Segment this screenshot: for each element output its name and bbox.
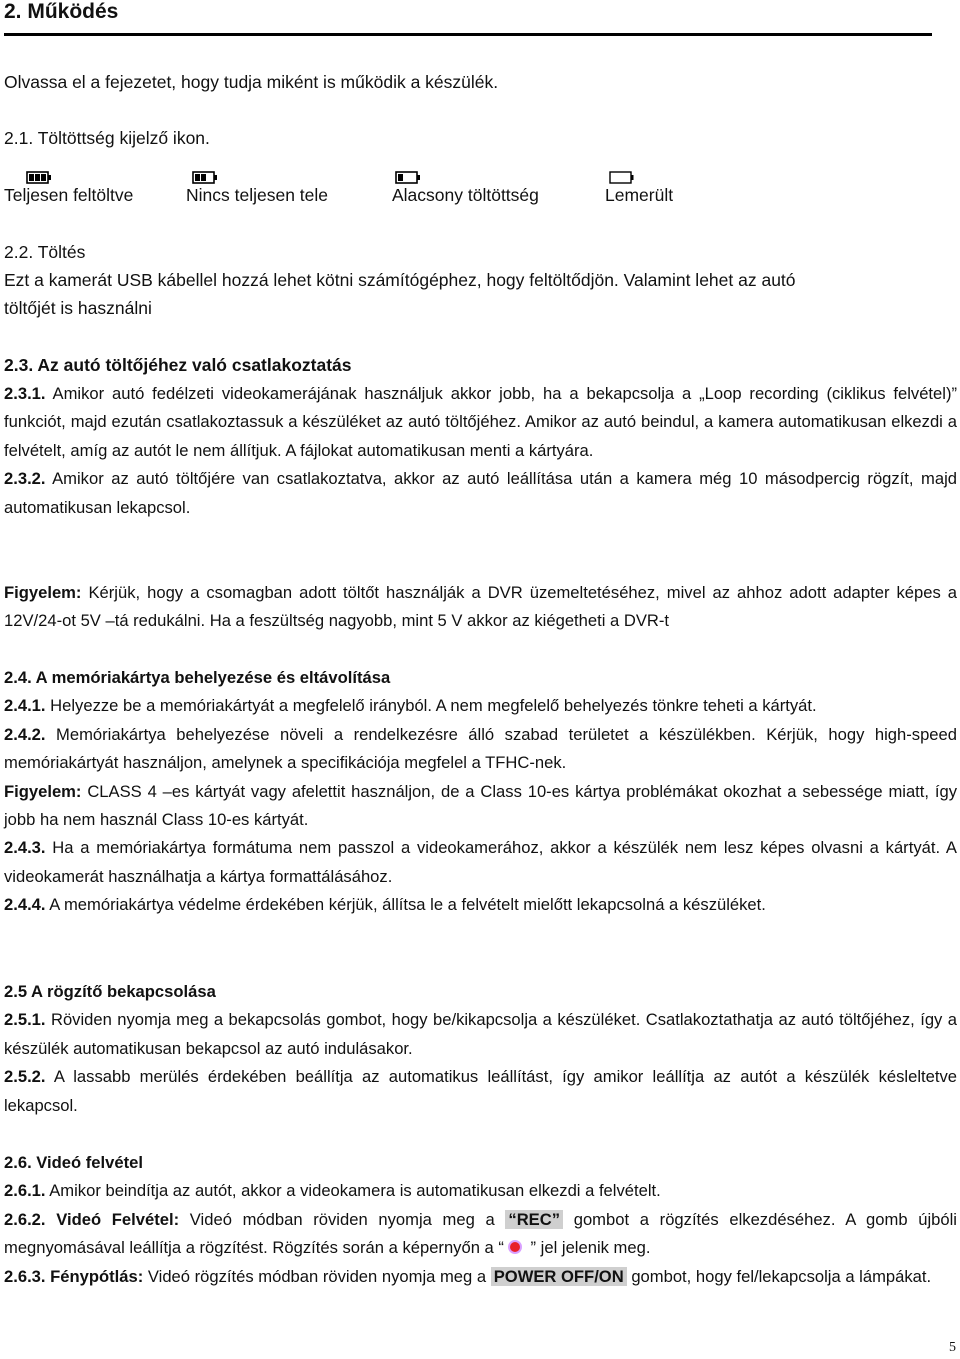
power-button-label: POWER OFF/ON	[491, 1267, 627, 1286]
s24-p1-text: Helyezze be a memóriakártyát a megfelelő irányból. A nem megfelelő behelyezés tönkre teheti a kártyát.	[45, 696, 817, 716]
s26-body	[4, 1149, 957, 1291]
s26-p2-number: 2.6.2.	[4, 1209, 46, 1229]
recording-dot-icon	[507, 1239, 523, 1255]
page-number: 5	[949, 1340, 956, 1355]
s24-p3	[4, 834, 957, 891]
s24-p4-number: 2.4.4.	[4, 895, 46, 915]
s26-p1	[4, 1177, 957, 1205]
s26-p2-label: Videó Felvétel:	[45, 1209, 180, 1229]
s25-p2-text: A lassabb merülés érdekében beállítja az automatikus leállítást, így amikor leállítja az autót a készülék késleltetve lekapcsol.	[4, 1067, 957, 1115]
s22-line2: töltőjét is használni	[4, 298, 152, 318]
s24-p4-text: A memóriakártya védelme érdekében kérjük, állítsa le a felvételt mielőtt lekapcsolná a készüléket.	[45, 895, 766, 915]
s26-p3-text-a: Videó rögzítés módban röviden nyomja meg a	[143, 1266, 491, 1286]
s24-p1	[4, 692, 957, 720]
warning1-label: Figyelem:	[4, 583, 82, 602]
s24-title: 2.4. A memóriakártya behelyezése és eltávolítása	[4, 668, 391, 687]
s26-p3-number: 2.6.3.	[4, 1266, 46, 1286]
intro-text: Olvassa el a fejezetet, hogy tudja miként is működik a készülék.	[4, 72, 499, 92]
s26-p2	[4, 1206, 957, 1263]
s23-p2-number: 2.3.2.	[4, 469, 46, 489]
s24-p2-text: Memóriakártya behelyezése növeli a rendelkezésre álló szabad területet a készülékben. Kérjük, hogy high-speed memóriakártyát használjon, amelynek a specifikációja megfelel a TFHC-nek.	[4, 724, 957, 773]
s24-p3-text: Ha a memóriakártya formátuma nem passzol a videokamerához, akkor a készülék nem lesz képes olvasni a kártyát. A videokamerát használhatja a kártya formattálásához.	[4, 838, 957, 886]
s26-p2-text-a: Videó módban röviden nyomja meg a	[179, 1209, 506, 1229]
s26-p2-text-b: gombot a rögzítés elkezdéséhez. A gomb újbóli megnyomásával leállítja a rögzítést. Rögzítés során a képernyőn a “	[4, 1209, 957, 1258]
s26-title: 2.6. Videó felvétel	[4, 1153, 143, 1172]
section-heading: 2. Működés	[4, 0, 119, 23]
s24-p4	[4, 891, 957, 919]
s21-title: 2.1. Töltöttség kijelző ikon.	[4, 128, 210, 148]
heading-rule	[4, 33, 932, 36]
s25-p1	[4, 1006, 957, 1063]
s23-p2	[4, 465, 957, 522]
warning1-paragraph	[4, 579, 957, 636]
s23-p1-number: 2.3.1.	[4, 384, 46, 403]
s24-p2-number: 2.4.2.	[4, 724, 46, 744]
s25-p2-number: 2.5.2.	[4, 1067, 46, 1087]
s26-p3-text-b: gombot, hogy fel/lekapcsolja a lámpákat.	[626, 1266, 932, 1286]
s24-p1-number: 2.4.1.	[4, 696, 46, 716]
s24-body	[4, 664, 957, 920]
warning-block	[4, 579, 957, 636]
s25-p1-text: Röviden nyomja meg a bekapcsolás gombot, hogy be/kikapcsolja a készüléket. Csatlakoztathatja az autó töltőjéhez, így a készülék automatikusan bekapcsol az autó indulásakor.	[4, 1010, 957, 1058]
s23-p1	[4, 380, 957, 465]
s25-title: 2.5 A rögzítő bekapcsolása	[4, 982, 216, 1001]
s24-p3-number: 2.4.3.	[4, 838, 46, 858]
s22-title: 2.2. Töltés	[4, 242, 86, 262]
s25-body	[4, 978, 957, 1120]
s26-p3	[4, 1263, 957, 1291]
s26-p1-text: Amikor beindítja az autót, akkor a videokamera is automatikusan elkezdi a felvételt.	[45, 1181, 661, 1201]
s23-p2-text: Amikor az autó töltőjére van csatlakoztatva, akkor az autó leállítása után a kamera még 10 másodpercig rögzít, majd automatikusan lekapcsol.	[4, 469, 957, 517]
battery-label-full: Teljesen feltöltve	[4, 185, 134, 205]
battery-label-low: Alacsony töltöttség	[392, 185, 539, 205]
s23-title: 2.3. Az autó töltőjéhez való csatlakoztatás	[4, 355, 352, 375]
s25-p1-number: 2.5.1.	[4, 1010, 46, 1030]
s26-p1-number: 2.6.1.	[4, 1181, 46, 1201]
rec-button-label: “REC”	[505, 1210, 563, 1229]
s24-warning	[4, 778, 957, 835]
warning1-text: Kérjük, hogy a csomagban adott töltőt használják a DVR üzemeltetéséhez, mivel az ahhoz adott adapter képes a 12V/24-ot 5V –tá redukálni. Ha a feszültség nagyobb, mint 5 V akkor az kiégetheti a DVR-t	[4, 583, 957, 631]
s26-p3-label: Fénypótlás:	[45, 1266, 144, 1286]
s24-p2	[4, 721, 957, 778]
s25-p2	[4, 1063, 957, 1120]
s24-warning-label: Figyelem:	[4, 781, 82, 801]
battery-label-empty: Lemerült	[605, 185, 674, 205]
s24-warning-text: CLASS 4 –es kártyát vagy afelettit használjon, de a Class 10-es kártya problémákat okozhat a sebessége miatt, így jobb ha nem használ Class 10-es kártyát.	[4, 781, 957, 830]
s23-body	[4, 380, 957, 522]
s22-line1: Ezt a kamerát USB kábellel hozzá lehet kötni számítógéphez, hogy feltöltődjön. Valamint lehet az autó	[4, 270, 796, 290]
s26-p2-text-c: ” jel jelenik meg.	[525, 1238, 651, 1258]
s23-p1-text: Amikor autó fedélzeti videokamerájának használjuk akkor jobb, ha a bekapcsolja a „Loop recording (ciklikus felvétel)” funkciót, majd ezután csatlakoztassuk a készüléket az autó töltőjéhez. Amikor az autó beindul, a kamera automatikusan elkezdi a felvételt, amíg az autót le nem állítjuk. A fájlokat automatikusan menti a kártyára.	[4, 384, 957, 460]
battery-label-partial: Nincs teljesen tele	[186, 185, 329, 205]
